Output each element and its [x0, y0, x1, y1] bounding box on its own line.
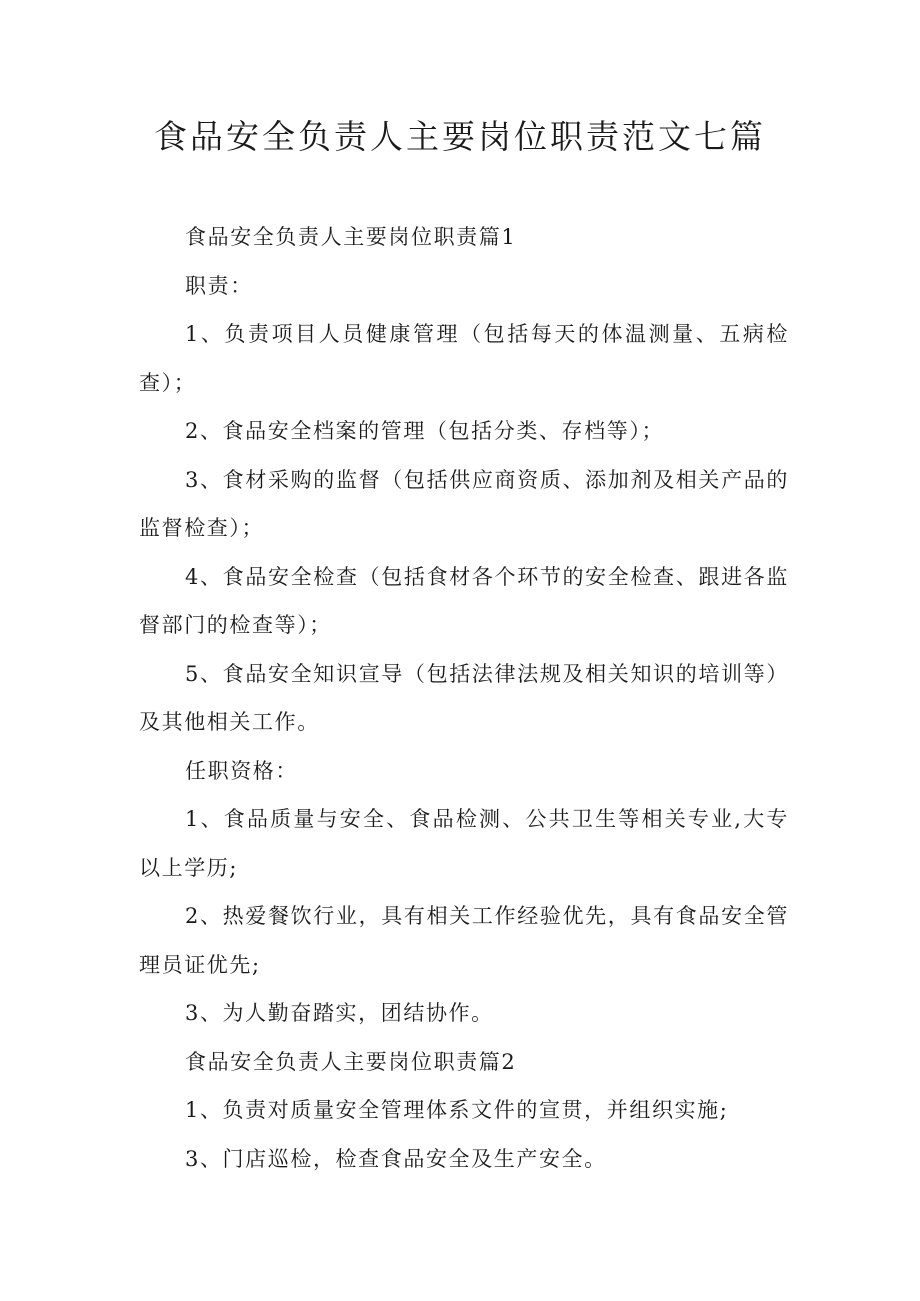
duty-item-2: 2、食品安全档案的管理（包括分类、存档等）； — [185, 419, 665, 443]
qualification-item-1: 1、食品质量与安全、食品检测、公共卫生等相关专业,大专以上学历; — [139, 807, 789, 880]
qualifications-label: 任职资格： — [185, 758, 298, 783]
qualification-item-2: 2、热爱餐饮行业，具有相关工作经验优先，具有食品安全管理员证优先; — [139, 904, 789, 977]
section-heading-2: 食品安全负责人主要岗位职责篇2 — [185, 1049, 517, 1074]
document-body — [139, 213, 789, 1183]
duty-item-4: 4、食品安全检查（包括食材各个环节的安全检查、跟进各监督部门的检查等）； — [139, 564, 789, 637]
duty-item-5: 5、食品安全知识宣导（包括法律法规及相关知识的培训等）及其他相关工作。 — [139, 661, 789, 734]
section2-item-3: 3、门店巡检，检查食品安全及生产安全。 — [185, 1146, 607, 1171]
duty-item-3: 3、食材采购的监督（包括供应商资质、添加剂及相关产品的监督检查）； — [139, 467, 789, 540]
duties-label: 职责： — [185, 273, 253, 298]
qualification-item-3: 3、为人勤奋踏实，团结协作。 — [185, 1001, 494, 1025]
duty-item-1: 1、负责项目人员健康管理（包括每天的体温测量、五病检查）； — [139, 322, 789, 395]
document-title: 食品安全负责人主要岗位职责范文七篇 — [154, 117, 766, 156]
section2-item-1: 1、负责对质量安全管理体系文件的宣贯，并组织实施; — [185, 1098, 729, 1122]
section-heading-1: 食品安全负责人主要岗位职责篇1 — [185, 225, 517, 249]
